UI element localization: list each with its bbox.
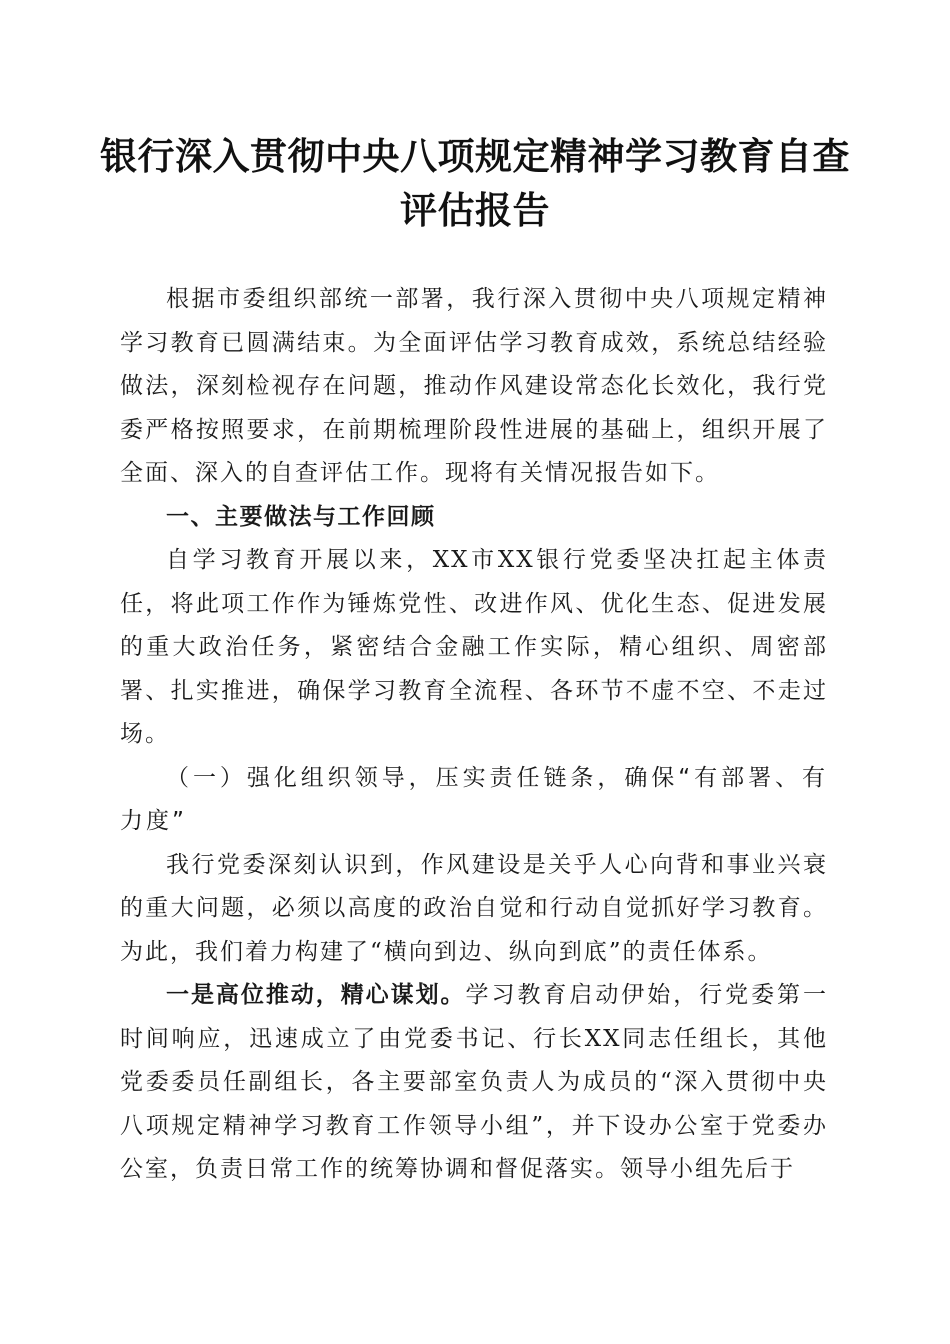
document-title: 银行深入贯彻中央八项规定精神学习教育自查评估报告: [100, 135, 850, 232]
intro-paragraph: 根据市委组织部统一部署，我行深入贯彻中央八项规定精神学习教育已圆满结束。为全面评估学习教育成效，系统总结经验做法，深刻检视存在问题，推动作风建设常态化长效化，我行党委严格按照要求，在前期梳理阶段性进展的基础上，组织开展了全面、深入的自查评估工作。现将有关情况报告如下。: [120, 286, 828, 486]
point-one-lead: 一是高位推动，精心谋划。: [166, 982, 466, 1008]
section-1-paragraph: 自学习教育开展以来，XX市XX银行党委坚决扛起主体责任，将此项工作作为锤炼党性、改进作风、优化生态、促进发展的重大政治任务，紧密结合金融工作实际，精心组织、周密部署、扎实推进，确保学习教育全流程、各环节不虚不空、不走过场。: [120, 547, 828, 747]
point-one-paragraph: [120, 974, 828, 1192]
document-body: [120, 278, 828, 1192]
subsection-1-paragraph: 我行党委深刻认识到，作风建设是关乎人心向背和事业兴衰的重大问题，必须以高度的政治自觉和行动自觉抓好学习教育。为此，我们着力构建了“横向到边、纵向到底”的责任体系。: [120, 851, 828, 965]
point-one-text: 学习教育启动伊始，行党委第一时间响应，迅速成立了由党委书记、行长XX同志任组长，其他党委委员任副组长，各主要部室负责人为成员的“深入贯彻中央八项规定精神学习教育工作领导小组”，并下设办公室于党委办公室，负责日常工作的统筹协调和督促落实。领导小组先后于: [120, 982, 829, 1182]
section-heading-1: 一、主要做法与工作回顾: [166, 503, 436, 530]
subsection-heading-1: （一）强化组织领导，压实责任链条，确保“有部署、有力度”: [120, 764, 828, 834]
